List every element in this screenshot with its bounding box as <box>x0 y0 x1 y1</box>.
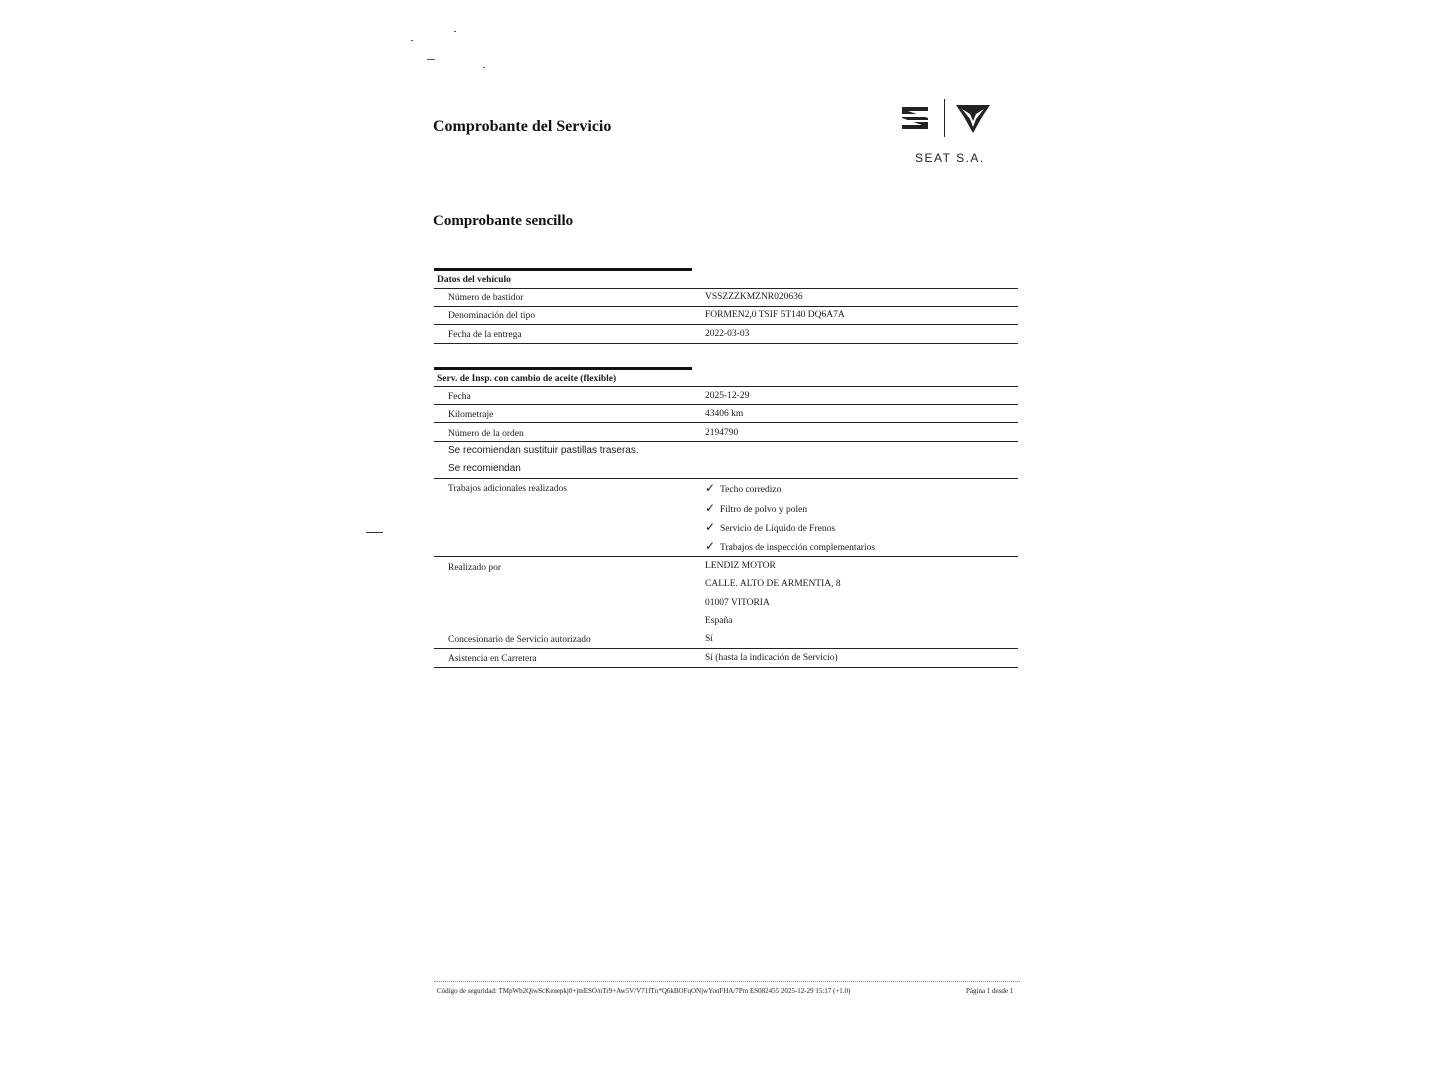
scan-speck <box>411 40 413 41</box>
authorized-dealer-label: Concesionario de Servicio autorizado <box>448 635 591 645</box>
roadside-label: Asistencia en Carretera <box>448 654 537 664</box>
recommendation-text: Se recomiendan <box>448 463 521 474</box>
service-row-label: Número de la orden <box>448 429 524 439</box>
vehicle-heading: Datos del vehículo <box>437 275 511 285</box>
service-row-value: 2194790 <box>705 428 739 438</box>
performed-by-label: Realizado por <box>448 563 502 573</box>
additional-work-item: Trabajos de inspección complementarios <box>720 543 876 553</box>
vehicle-row-value: VSSZZZKMZNR020636 <box>705 292 803 302</box>
additional-work-item: Filtro de polvo y polen <box>720 505 808 515</box>
dealer-name: LENDIZ MOTOR <box>705 561 776 571</box>
service-heading: Serv. de Insp. con cambio de aceite (flexible) <box>437 374 617 384</box>
divider <box>434 441 1018 442</box>
service-row-value: 43406 km <box>705 409 744 419</box>
roadside-value: Sí (hasta la indicación de Servicio) <box>705 653 838 663</box>
section-title: Comprobante sencillo <box>433 213 574 229</box>
seat-cupra-logo <box>898 97 994 144</box>
service-row-label: Kilometraje <box>448 410 494 420</box>
document-title: Comprobante del Servicio <box>433 118 612 135</box>
dealer-street: CALLE. ALTO DE ARMENTIA, 8 <box>705 579 841 589</box>
divider <box>434 343 1018 344</box>
divider <box>434 306 1018 307</box>
authorized-dealer-value: Sí <box>705 634 713 644</box>
additional-work-item: Servicio de Líquido de Frenos <box>720 524 836 534</box>
divider <box>434 386 1018 387</box>
service-row-label: Fecha <box>448 392 471 402</box>
additional-work-item: Techo corredizo <box>720 485 782 495</box>
divider <box>434 422 1018 423</box>
vehicle-row-label: Fecha de la entrega <box>448 330 522 340</box>
checkmark-icon: ✓ <box>705 481 716 495</box>
service-heading-bar <box>434 367 692 370</box>
divider <box>434 667 1018 668</box>
dealer-country: España <box>705 616 733 626</box>
divider <box>434 556 1018 557</box>
footer-divider <box>434 981 1020 982</box>
service-row-value: 2025-12-29 <box>705 391 750 401</box>
brand-name: SEAT S.A. <box>915 151 985 165</box>
vehicle-row-label: Denominación del tipo <box>448 311 536 321</box>
checkmark-icon: ✓ <box>705 501 716 515</box>
margin-mark <box>366 532 383 533</box>
vehicle-row-label: Número de bastidor <box>448 293 524 303</box>
vehicle-row-value: FORMEN2,0 TSIF 5T140 DQ6A7A <box>705 310 845 320</box>
additional-works-label: Trabajos adicionales realizados <box>448 484 567 494</box>
checkmark-icon: ✓ <box>705 520 716 534</box>
recommendation-text: Se recomiendan sustituir pastillas traseras. <box>448 445 639 456</box>
dealer-city: 01007 VITORIA <box>705 598 770 608</box>
divider <box>434 288 1018 289</box>
divider <box>434 324 1018 325</box>
scan-speck <box>454 31 456 32</box>
divider <box>434 648 1018 649</box>
scan-speck <box>427 59 435 60</box>
scan-speck <box>483 67 485 68</box>
brand-logo-icon <box>898 97 994 139</box>
vehicle-row-value: 2022-03-03 <box>705 329 750 339</box>
security-code: Código de seguridad: TMpWb2QiwScKenepkj0+jmESO/nTr9+Aw5V/V71fTn*Q6kBOFqONjwYonFHA/7Pm ES082455 2025-12-29 15:17 (+1.0) <box>437 987 851 995</box>
page-number: Página 1 desde 1 <box>966 987 1014 995</box>
divider <box>434 404 1018 405</box>
checkmark-icon: ✓ <box>705 539 716 553</box>
divider <box>434 478 1018 479</box>
vehicle-heading-bar <box>434 268 692 271</box>
